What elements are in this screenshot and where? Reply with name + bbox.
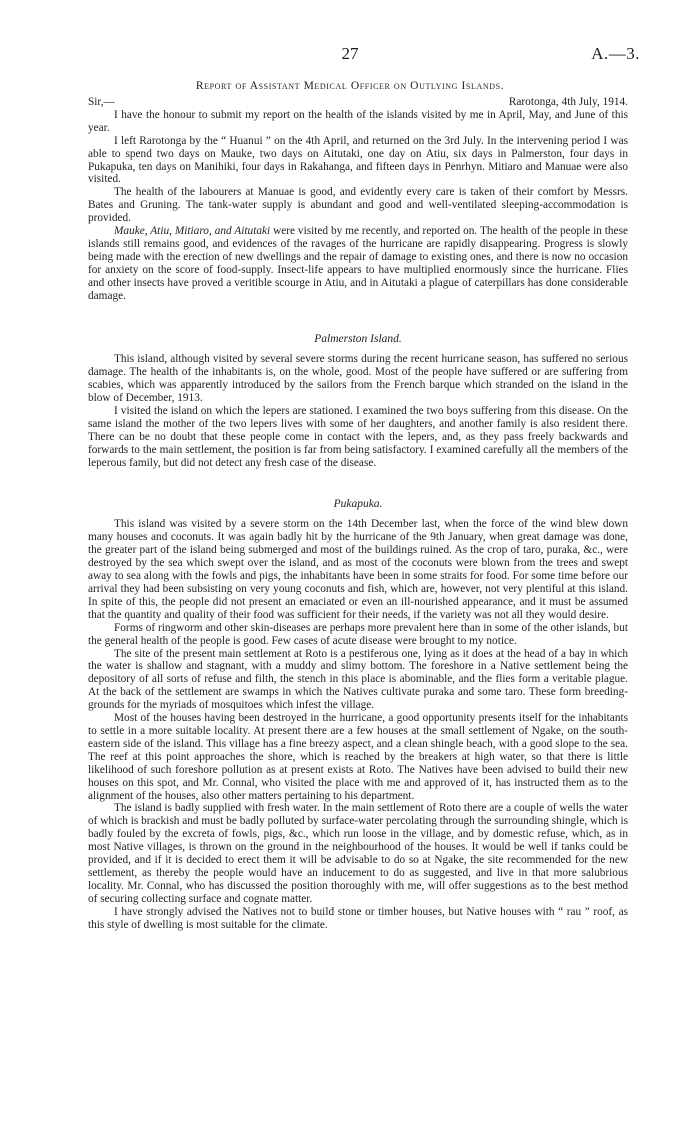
pukapuka-paragraph: Most of the houses having been destroyed in the hurricane, a good opportunity presents itself for the inhabitants to settle in a more suitable locality. At present there are a few houses at the small settlement of Ngake, on the south-eastern side of the island. This village has a fine breezy aspect, and a clean shingle beach, with a good slope to the sea. The reef at this point approaches the shore, which is reached by the breakers at high water, so that there is little likelihood of such foreshore pollution as at present exists at Roto. The Natives have been advised to build their new houses on this spot, and Mr. Connal, who visited the place with me and approved of it, has instructed them as to the alignment of the houses, also other matters pertaining to his department. (88, 712, 628, 802)
palmerston-heading: Palmerston Island. (314, 332, 402, 345)
pukapuka-paragraph: I have strongly advised the Natives not to build stone or timber houses, but Native houses with “ rau ” roof, as this style of dwelling is most suitable for the climate. (88, 905, 628, 931)
pukapuka-paragraph: The site of the present main settlement at Roto is a pestiferous one, lying as it does at the head of a bay in which the water is shallow and stagnant, with a muddy and slimy bottom. The foreshore in a Native settlement being the depository of all sorts of refuse and filth, the stench in this place is abominable, and the flies form a veritable plague. At the back of the settlement are swamps in which the Natives cultivate puraka and some taro. These form breeding-grounds for the myriads of mosquitoes which infest the village. (88, 647, 628, 712)
report-title: Report of Assistant Medical Officer on Outlying Islands. (195, 80, 505, 92)
islands-lead: Mauke, Atiu, Mitiaro, and Aitutaki (114, 225, 271, 238)
intro-paragraph: The health of the labourers at Manuae is good, and evidently every care is taken of their comfort by Messrs. Bates and Gruning. The tank-water supply is abundant and good and well-ventilated sleeping-accommodation is provided. (88, 186, 628, 225)
islands-text: were visited by me recently, and reported on. The health of the people in these islands still remains good, and evidences of the ravages of the hurricane are rapidly disappearing. Progress is slowly being made with the erection of new dwellings and the repair of damage to existing ones, and there is now no occasion for anxiety on the score of food-supply. Insect-life appears to have multiplied enormously since the hurricane. Flies and other insects have proved a veritible scourge in Atiu, and in Aitutaki a plague of caterpillars has done considerable damage. (88, 225, 628, 302)
salutation: Sir,— (88, 96, 115, 108)
report-body (88, 96, 628, 931)
pukapuka-paragraph: Forms of ringworm and other skin-diseases are perhaps more prevalent here than in some of the other islands, but the general health of the people is good. Few cases of acute disease were brought to my notice. (88, 621, 628, 647)
palmerston-paragraph: I visited the island on which the lepers are stationed. I examined the two boys suffering from this disease. On the same island the mother of the two lepers lives with some of her daughters, and another family is also resident there. There can be no doubt that these people come in contact with the lepers, and, as they pass freely backwards and forwards to the main settlement, the position is far from being satisfactory. I examined carefully all the members of the leperous family, but did not detect any fresh case of the disease. (88, 405, 628, 469)
salutation-row (88, 96, 628, 109)
page-number: 27 (341, 44, 359, 63)
pukapuka-paragraph: The island is badly supplied with fresh water. In the main settlement of Roto there are a couple of wells the water of which is brackish and must be badly polluted by surface-water percolating through the surrounding shingle, which is badly fouled by the excreta of fowls, pigs, &c., which run loose in the village, and by domestic refuse, which, as in most Native villages, is thrown on the ground in the neighbourhood of the houses. It would be well if tanks could be provided, and if it is decided to erect them it will be advisable to do so at Ngake, the site recommended for the new settlement, as thereby the people would have an inducement to do as suggested, and live in that more salubrious locality. Mr. Connal, who has discussed the position thoroughly with me, will offer suggestions as to the best method of securing collecting surface and cognate matter. (88, 802, 628, 905)
intro-paragraph: I have the honour to submit my report on the health of the islands visited by me in April, May, and June of this year. (88, 108, 628, 134)
spacer (88, 303, 628, 333)
pukapuka-paragraph: This island was visited by a severe storm on the 14th December last, when the force of the wind blew down many houses and coconuts. It was again badly hit by the hurricane of the 9th January, when great damage was done, the greater part of the island being submerged and most of the buildings ruined. As the crop of taro, puraka, &c., were destroyed by the sea which swept over the island, and as most of the coconuts were blown from the trees and swept away to sea along with the fowls and pigs, the inhabitants have been in some straits for food. For some time before our arrival they had been subsisting on very young coconuts and fish, which are, however, not very plentiful at this island. In spite of this, the people did not present an emaciated or even an ill-nourished appearance, and it must be assumed that the quantity and quality of their food was sufficient for their needs, if the variety was not all they would desire. (88, 518, 628, 621)
intro-paragraph: I left Rarotonga by the “ Huanui ” on the 4th April, and returned on the 3rd July. In the intervening period I was able to spend two days on Mauke, two days on Aitutaki, one day on Atiu, six days in Palmerston, four days in Pukapuka, ten days on Manihiki, four days in Rakahanga, and fifteen days in Penrhyn. Mitiaro and Manuae were also visited. (88, 134, 628, 186)
islands-paragraph (88, 225, 628, 302)
pukapuka-heading: Pukapuka. (333, 497, 383, 510)
spacer (88, 470, 628, 498)
document-reference: A.—3. (591, 44, 640, 63)
palmerston-paragraph: This island, although visited by several severe storms during the recent hurricane season, has suffered no serious damage. The health of the inhabitants is, on the whole, good. Most of the people have suffered or are suffering from scabies, which was apparently introduced by the sailors from the French barque which stranded on the island in the blow of December, 1913. (88, 353, 628, 405)
place-date: Rarotonga, 4th July, 1914. (508, 96, 628, 108)
